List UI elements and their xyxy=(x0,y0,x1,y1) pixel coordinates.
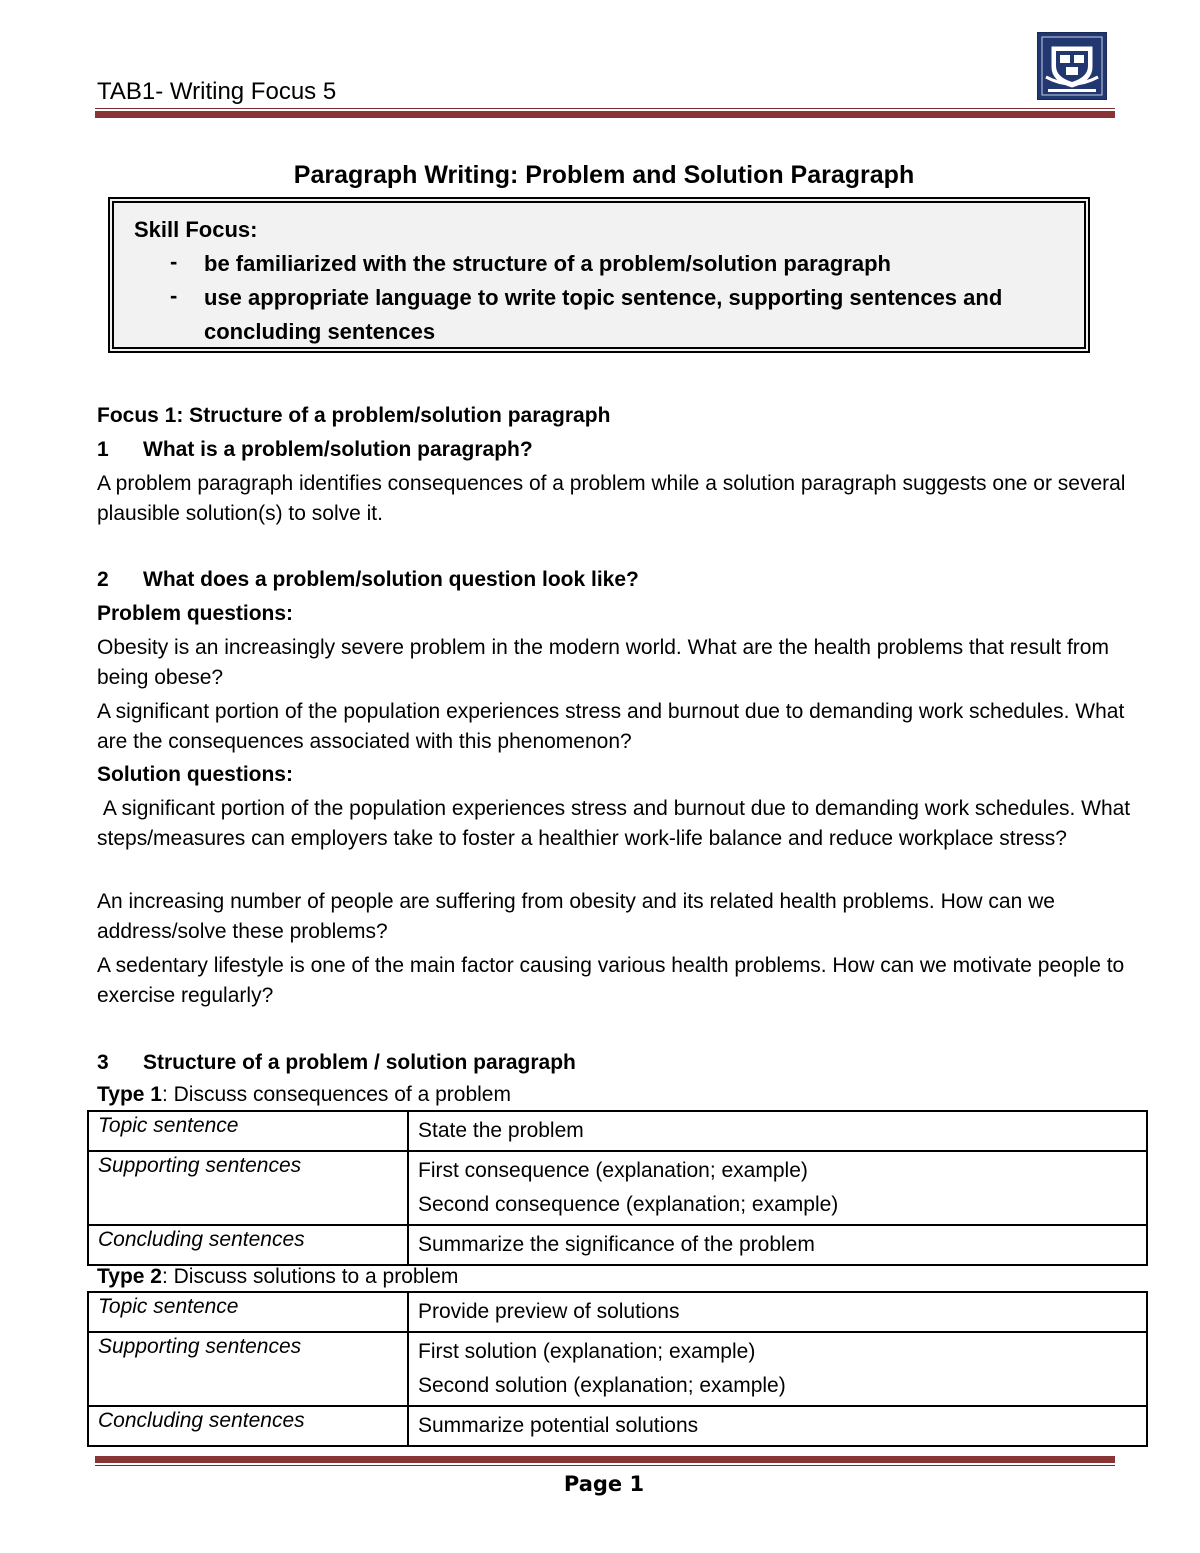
question-2-heading xyxy=(97,565,1142,595)
part-description xyxy=(408,1111,1147,1151)
question-text: What is a problem/solution paragraph? xyxy=(143,438,533,461)
type-description: : Discuss solutions to a problem xyxy=(161,1265,459,1288)
question-3-heading xyxy=(97,1048,1142,1078)
part-description xyxy=(408,1292,1147,1332)
paragraph-part: Supporting sentences xyxy=(88,1332,408,1406)
type-1-caption xyxy=(97,1080,1142,1110)
paragraph-part: Topic sentence xyxy=(88,1292,408,1332)
table-row xyxy=(88,1292,1147,1332)
skill-focus-dash: - xyxy=(170,249,178,274)
part-description xyxy=(408,1406,1147,1446)
paragraph-part: Concluding sentences xyxy=(88,1225,408,1265)
problem-question: Obesity is an increasingly severe problem in the modern world. What are the health problems that result from being obese? xyxy=(97,636,1109,689)
paragraph-part: Supporting sentences xyxy=(88,1151,408,1225)
header-rule-thin xyxy=(95,108,1115,109)
solution-question: An increasing number of people are suffering from obesity and its related health problems. How can we address/solve these problems? xyxy=(97,890,1055,943)
header-rule xyxy=(95,111,1115,118)
description-line: Provide preview of solutions xyxy=(418,1300,680,1323)
type-description: : Discuss consequences of a problem xyxy=(161,1083,511,1106)
document-title: Paragraph Writing: Problem and Solution Paragraph xyxy=(293,161,915,189)
problem-questions-heading: Problem questions: xyxy=(97,602,294,625)
paragraph-part: Concluding sentences xyxy=(88,1406,408,1446)
problem-question: A significant portion of the population experiences stress and burnout due to demanding work schedules. What are the consequences associated with this phenomenon? xyxy=(97,700,1125,753)
skill-focus-dash: - xyxy=(170,283,178,308)
solution-question: A significant portion of the population experiences stress and burnout due to demanding work schedules. What steps/measures can employers take to foster a healthier work-life balance and reduce workplace stress? xyxy=(97,797,1136,850)
description-line: Summarize potential solutions xyxy=(418,1414,699,1437)
type-label: Type 2 xyxy=(97,1265,162,1288)
description-line: Second consequence (explanation; example) xyxy=(418,1193,839,1216)
header-title: TAB1- Writing Focus 5 xyxy=(97,78,337,105)
table-row xyxy=(88,1406,1147,1446)
question-text: What does a problem/solution question look like? xyxy=(143,568,639,591)
solution-questions-heading: Solution questions: xyxy=(97,763,293,786)
focus1-heading: Focus 1: Structure of a problem/solution paragraph xyxy=(97,404,611,427)
question-number: 2 xyxy=(97,568,109,591)
table-row xyxy=(88,1111,1147,1151)
description-line: Summarize the significance of the problem xyxy=(418,1233,815,1256)
type-2-structure-table xyxy=(87,1291,1148,1447)
question-1-heading xyxy=(97,435,1142,465)
footer-rule-thin xyxy=(95,1465,1115,1466)
part-description xyxy=(408,1151,1147,1225)
question-number: 3 xyxy=(97,1051,109,1074)
description-line: First solution (explanation; example) xyxy=(418,1340,756,1363)
description-line: Second solution (explanation; example) xyxy=(418,1374,786,1397)
type-2-caption xyxy=(97,1262,1142,1292)
university-crest-icon xyxy=(1037,32,1107,100)
skill-focus-box xyxy=(108,197,1090,353)
table-row xyxy=(88,1225,1147,1265)
skill-focus-heading: Skill Focus: xyxy=(134,217,258,242)
type-1-structure-table xyxy=(87,1110,1148,1266)
question-number: 1 xyxy=(97,438,109,461)
description-line: State the problem xyxy=(418,1119,584,1142)
description-line: First consequence (explanation; example) xyxy=(418,1159,808,1182)
part-description xyxy=(408,1332,1147,1406)
table-row xyxy=(88,1151,1147,1225)
question-text: Structure of a problem / solution paragraph xyxy=(143,1051,576,1074)
question-1-answer: A problem paragraph identifies consequences of a problem while a solution paragraph suggests one or several plausible solution(s) to solve it. xyxy=(97,472,1126,525)
solution-question: A sedentary lifestyle is one of the main factor causing various health problems. How can we motivate people to exercise regularly? xyxy=(97,954,1125,1007)
table-row xyxy=(88,1332,1147,1406)
skill-focus-item: be familiarized with the structure of a problem/solution paragraph xyxy=(204,251,891,276)
paragraph-part: Topic sentence xyxy=(88,1111,408,1151)
part-description xyxy=(408,1225,1147,1265)
footer-rule xyxy=(95,1456,1115,1463)
type-label: Type 1 xyxy=(97,1083,162,1106)
skill-focus-item: use appropriate language to write topic sentence, supporting sentences and concluding sentences xyxy=(204,285,1003,344)
page-number: Page 1 xyxy=(563,1472,645,1496)
